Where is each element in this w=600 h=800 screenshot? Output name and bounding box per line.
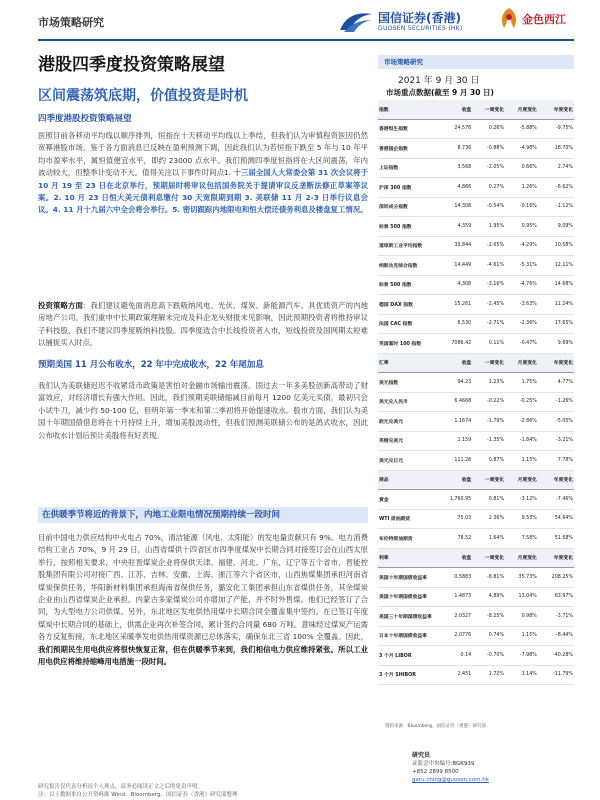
- row-value: 3.14%: [505, 665, 538, 685]
- row-value: 7.78%: [538, 451, 574, 471]
- row-value: -4.29%: [505, 236, 538, 256]
- data-source-note: 注：以上数据来自公开资料源 Wind、Bloomberg、国信证券（香港）研究部整理: [38, 792, 238, 798]
- table-header-cell: 一周变化: [472, 100, 505, 119]
- row-value: 1.4873: [436, 587, 472, 607]
- row-label: 美元兑日元: [378, 451, 436, 471]
- row-value: 111.28: [436, 451, 472, 471]
- heading-fed: 预期美国 11 月公布收水，22 年中完成收水，22 年尾加息: [38, 360, 264, 370]
- row-value: 6,530: [436, 314, 472, 334]
- table-source: 资料来源：Bloomberg，国信证券（香港）研究部: [385, 724, 486, 729]
- row-value: -4.61%: [472, 256, 505, 276]
- row-value: 1,760.95: [436, 490, 472, 510]
- row-value: 1.75%: [505, 373, 538, 393]
- row-value: 10.58%: [538, 236, 574, 256]
- row-label: 道琼斯工业平均指数: [378, 236, 436, 256]
- report-subtitle: 区间震荡筑底期，价值投资是时机: [38, 88, 248, 104]
- row-value: -3.63%: [505, 295, 538, 315]
- row-value: -7.46%: [538, 490, 574, 510]
- section-heading: 四季度港股投资策略展望: [38, 114, 132, 124]
- table-header-cell: 汇率: [378, 353, 436, 373]
- row-value: 7.58%: [505, 529, 538, 549]
- table-row: [378, 334, 574, 354]
- paragraph-outlook: [38, 130, 368, 217]
- header-divider: [38, 39, 574, 41]
- table-header-cell: 一周变化: [472, 353, 505, 373]
- table-header-cell: 商品: [378, 470, 436, 490]
- paragraph-power-text: 目前中国电力供应结构中火电占 70%，清洁能源（风电、太阳能）的发电量贡献只有 9%。电力消费结构工业占 70%，9 月 29 日，山西省煤供十四省区市四季度煤炭中长期合同对接签订会在山西太原举行，按照相关要求，中央驻晋煤炭企业将保供天津、福建、河北、广东、辽宁等五个省市，晋能控股集团有限公司对接广西、江苏、吉林、安徽、上海、浙江等六个省区市，山西焦煤集团承担河南省煤炭保供任务，华阳新材料集团承担海南省保供任务，潞安化工集团承担山东省煤供任务，其余煤炭企业由山西省煤炭企业承担。内蒙古多家煤炭公司亦增加了产能，并不时外售煤。他们已经签订了合同，为大型电力公司供煤。另外，东北地区发电供热用煤中长期合同全覆盖集中签约。在已签订年度煤炭中长期合同的基础上，供需企业再次补签合同，累计签约合同量 680 万吨。意味经过煤炭产运需各方反复衔接，东北地区采暖季发电供热用煤资源已总体落实，确保东北三省 100% 全覆盖。因此，: [38, 533, 368, 642]
- analyst-id: 证监会中央编号:BGK939: [412, 761, 475, 767]
- row-value: 63.97%: [538, 587, 574, 607]
- table-header-cell: 收盘: [436, 548, 472, 568]
- page-header: [0, 0, 600, 40]
- row-value: 14.68%: [538, 275, 574, 295]
- row-value: 1.1674: [436, 412, 472, 432]
- broker-logo: [338, 8, 463, 34]
- row-value: -0.22%: [472, 392, 505, 412]
- analyst-email[interactable]: garu.ching@guosen.com.hk: [412, 777, 489, 783]
- row-value: 75.03: [436, 509, 472, 529]
- row-value: -1.26%: [538, 392, 574, 412]
- table-header-cell: 年度变化: [538, 100, 574, 119]
- table-header-cell: 年度变化: [538, 353, 574, 373]
- table-row: [378, 158, 574, 178]
- section-label: 市场策略研究: [38, 16, 104, 29]
- row-value: -5.88%: [505, 119, 538, 139]
- row-value: -3.71%: [538, 607, 574, 627]
- table-row: [378, 392, 574, 412]
- row-label: 香港国企指数: [378, 139, 436, 159]
- table-header-cell: 月度变化: [505, 548, 538, 568]
- row-value: 0.95%: [505, 217, 538, 237]
- table-row: [378, 178, 574, 198]
- table-header-cell: 利率: [378, 548, 436, 568]
- row-value: 4,866: [436, 178, 472, 198]
- market-data-sidebar: [378, 55, 574, 685]
- row-value: 0.5883: [436, 568, 472, 588]
- row-value: -0.70%: [472, 646, 505, 666]
- row-value: 1.23%: [472, 373, 505, 393]
- brand-name: 金色西江: [522, 13, 566, 26]
- row-value: -1.12%: [538, 197, 574, 217]
- row-value: 1.64%: [472, 529, 505, 549]
- table-row: [378, 119, 574, 139]
- disclaimer: 研究报告仅代表分析员个人观点，请务必阅读正文之后的免责声明。: [38, 784, 204, 790]
- table-header-cell: 指数: [378, 100, 436, 119]
- row-label: 3 个月 SHIBOR: [378, 665, 436, 685]
- row-value: 13.04%: [505, 587, 538, 607]
- row-value: -1.84%: [505, 431, 538, 451]
- row-value: 4,308: [436, 275, 472, 295]
- paragraph-power-conclusion: 我们预期民生用电供应将很快恢复正常，但在供暖季节来到，我们相信电力供应维持紧张。所以工业用电供应将维持缩峰用电措施一段时间。: [38, 644, 368, 667]
- row-value: 0.11%: [472, 334, 505, 354]
- table-header-cell: 月度变化: [505, 100, 538, 119]
- table-group-header: [378, 100, 574, 119]
- row-value: -3.21%: [538, 431, 574, 451]
- broker-name-en: GUOSEN SECURITIES (HK): [378, 24, 463, 32]
- table-header-cell: 年度变化: [538, 470, 574, 490]
- analyst-phone: +852 2899 8500: [412, 769, 459, 775]
- row-label: 美国十年期国债收益率: [378, 568, 436, 588]
- row-value: 3,568: [436, 158, 472, 178]
- table-header-cell: 收盘: [436, 100, 472, 119]
- row-value: 0.66%: [505, 158, 538, 178]
- row-value: -8.81%: [472, 568, 505, 588]
- row-label: 欧元兑美元: [378, 412, 436, 432]
- paragraph-strategy: [38, 300, 368, 350]
- row-value: -9.75%: [538, 119, 574, 139]
- row-value: 0.98%: [505, 607, 538, 627]
- row-value: 2.0776: [436, 626, 472, 646]
- row-label: 美国三十年期国债收益率: [378, 607, 436, 627]
- row-value: 7086.42: [436, 334, 472, 354]
- bull-icon: [498, 6, 520, 32]
- heading-power: 在供暖季节将近的背景下，内地工业限电情况预期持续一段时间: [38, 507, 368, 523]
- row-value: -5.05%: [538, 412, 574, 432]
- table-row: [378, 256, 574, 276]
- row-value: -3.16%: [472, 275, 505, 295]
- row-value: 4.77%: [538, 373, 574, 393]
- row-value: 54.64%: [538, 509, 574, 529]
- row-value: -4.76%: [505, 275, 538, 295]
- market-data-table: [378, 100, 574, 685]
- row-value: -5.31%: [505, 256, 538, 276]
- row-value: 94.23: [436, 373, 472, 393]
- row-value: 2.451: [436, 665, 472, 685]
- row-value: -0.54%: [472, 197, 505, 217]
- row-value: 4,359: [436, 217, 472, 237]
- row-value: 51.58%: [538, 529, 574, 549]
- row-value: 12.11%: [538, 256, 574, 276]
- table-row: [378, 275, 574, 295]
- table-header-cell: 收盘: [436, 470, 472, 490]
- row-label: 上证指数: [378, 158, 436, 178]
- row-value: -2.65%: [472, 236, 505, 256]
- analyst-label: 研究员: [412, 752, 431, 759]
- row-value: 2.0327: [436, 607, 472, 627]
- row-label: 标普 500 指数: [378, 217, 436, 237]
- table-header-cell: 一周变化: [472, 548, 505, 568]
- broker-name-cn: 国信证券(香港): [378, 10, 461, 25]
- report-date: 2021 年 9 月 30 日: [398, 76, 480, 86]
- row-value: -1.35%: [472, 431, 505, 451]
- row-value: 0.81%: [472, 490, 505, 510]
- row-value: -8.44%: [538, 626, 574, 646]
- strategy-label: 投资策略方面: [38, 301, 84, 310]
- row-label: WTI 原油期货: [378, 509, 436, 529]
- row-value: 0.87%: [472, 451, 505, 471]
- row-value: 0.74%: [472, 626, 505, 646]
- row-value: 15,261: [436, 295, 472, 315]
- table-header-cell: 月度变化: [505, 470, 538, 490]
- row-value: 0.14: [436, 646, 472, 666]
- row-value: -2.71%: [472, 314, 505, 334]
- table-row: [378, 295, 574, 315]
- row-label: 美国十年期国债收益率: [378, 587, 436, 607]
- table-row: [378, 626, 574, 646]
- row-value: 1.95%: [472, 217, 505, 237]
- table-group-header: [378, 353, 574, 373]
- row-value: 24,576: [436, 119, 472, 139]
- row-label: 香港恒生指数: [378, 119, 436, 139]
- row-value: 208.25%: [538, 568, 574, 588]
- guosen-logo-icon: [338, 8, 374, 34]
- row-value: 9.09%: [538, 217, 574, 237]
- table-row: [378, 373, 574, 393]
- table-row: [378, 665, 574, 685]
- row-label: 标普 500 指数: [378, 275, 436, 295]
- row-value: -18.70%: [538, 139, 574, 159]
- paragraph-power: [38, 532, 368, 668]
- analyst-contact: [412, 752, 489, 784]
- table-row: [378, 139, 574, 159]
- table-row: [378, 607, 574, 627]
- page-footer: [38, 783, 238, 799]
- row-label: 法国 CAC 指数: [378, 314, 436, 334]
- row-label: 英镑兑美元: [378, 431, 436, 451]
- row-value: 2.36%: [472, 509, 505, 529]
- paragraph-outlook-events: 十三届全国人大常委会第 31 次会议将于 10 月 19 至 23 日在北京举行，预期届时将审议包括国务院关于提请审议反垄断法修正草案等议案。2. 10 月 23 日恒大美元债利息缴付 30 天宽限期到期 3. 美联储 11 月 2-3 日举行议息会议。4. 11 月十九届六中全会将会举行。5. 密切跟踪内地限电和恒大偿还债务利息及楼盘复工情况。: [38, 168, 368, 215]
- row-value: -0.88%: [472, 139, 505, 159]
- row-value: -4.98%: [505, 139, 538, 159]
- row-label: 黄金: [378, 490, 436, 510]
- row-value: 78.52: [436, 529, 472, 549]
- row-value: 1.15%: [505, 451, 538, 471]
- paragraph-outlook-text: 医照目前各移动平均线以顺序排列，恒指在十天移动平均线以上季结，但我们认为审慎程资医因仍然宽幂港股市场。鉴于各方面消息已反映在盈利预测下调，因此我们认为若恒指下跌至 5 年与 10 年平均市盈率水平，属恒值便宜水平，即约 23000 点水平。我们预测四季度恒指将在大区间震荡，年内波动较大，但整季计变动不大。值得关注以下事件时间点1.: [38, 131, 368, 178]
- row-label: 布伦特原油期货: [378, 529, 436, 549]
- row-value: 1.72%: [472, 665, 505, 685]
- table-row: [378, 587, 574, 607]
- row-value: 14,449: [436, 256, 472, 276]
- row-value: 9.53%: [505, 509, 538, 529]
- row-value: -0.47%: [505, 334, 538, 354]
- table-row: [378, 412, 574, 432]
- row-label: 沪深 300 指数: [378, 178, 436, 198]
- report-title: 港股四季度投资策略展望: [38, 55, 225, 75]
- row-value: 14,308: [436, 197, 472, 217]
- row-label: 英国富时 100 指数: [378, 334, 436, 354]
- row-value: -2.05%: [472, 158, 505, 178]
- row-value: 6.4668: [436, 392, 472, 412]
- row-value: -3.12%: [505, 490, 538, 510]
- row-value: -0.25%: [505, 392, 538, 412]
- table-header-cell: 月度变化: [505, 353, 538, 373]
- table-row: [378, 568, 574, 588]
- row-value: 8,736: [436, 139, 472, 159]
- row-value: 33,844: [436, 236, 472, 256]
- row-value: 9.69%: [538, 334, 574, 354]
- row-label: 德国 DAX 指数: [378, 295, 436, 315]
- row-value: 17.65%: [538, 314, 574, 334]
- row-value: 0.26%: [472, 119, 505, 139]
- strategy-text: ：我们建议避免面消息高下跌吸纳风电、光伏、煤炭、新能源汽车、具优质资产的内地房地产公司。我们重申中长期政策理解未完成及科企龙头财报未见影响，因此预期投资者将维持审议子科技股，我们不建议四季度吸纳科技股。四季度选合中长线投资者入市，短线投资及国网期太短难以捕捉买入时点。: [38, 301, 368, 348]
- row-label: 纳斯达克综合指数: [378, 256, 436, 276]
- row-label: 深圳成分指数: [378, 197, 436, 217]
- row-value: 1.26%: [505, 178, 538, 198]
- row-value: 1.159: [436, 431, 472, 451]
- table-row: [378, 529, 574, 549]
- row-value: 35.73%: [505, 568, 538, 588]
- row-label: 日本十年期国债收益率: [378, 626, 436, 646]
- row-value: -2.45%: [472, 295, 505, 315]
- table-row: [378, 431, 574, 451]
- row-value: 2.74%: [538, 158, 574, 178]
- row-value: -11.79%: [538, 665, 574, 685]
- table-header-cell: 收盘: [436, 353, 472, 373]
- table-row: [378, 646, 574, 666]
- row-label: 3 个月 LIBOR: [378, 646, 436, 666]
- row-value: -7.98%: [505, 646, 538, 666]
- market-table-title: 市场重点数据(截至 9 月 30 日): [386, 88, 494, 97]
- row-value: 0.27%: [472, 178, 505, 198]
- paragraph-fed: 我们认为美联储迟迟不收紧货币政策是害怕对金融市场输出震荡。固过去一年多美股创新高带动了财富效应，对经济增长有强大作用。因此，我们预期美联储缩减目前每月 1200 亿美元买债，最初只会小试牛刀，减少约 50-100 亿，但明年第一季末和第二季初将开始提速收水。股市方面，我们认为美国十年期国债借息将在十月持续上升，增加美股波动性，但我们预测美联储公布的是鸽式收水，因此公布收水计划后预计美股将有好表现。: [38, 381, 368, 440]
- row-value: -2.86%: [505, 412, 538, 432]
- row-value: 4.89%: [472, 587, 505, 607]
- table-row: [378, 509, 574, 529]
- row-value: -2.36%: [505, 314, 538, 334]
- row-label: 美元指数: [378, 373, 436, 393]
- table-header-cell: 年度变化: [538, 548, 574, 568]
- table-group-header: [378, 470, 574, 490]
- row-value: 1.15%: [505, 626, 538, 646]
- row-value: -0.16%: [505, 197, 538, 217]
- table-row: [378, 451, 574, 471]
- table-row: [378, 490, 574, 510]
- sidebar-header: 市场策略研究: [378, 55, 574, 69]
- table-row: [378, 217, 574, 237]
- row-value: 11.24%: [538, 295, 574, 315]
- table-row: [378, 314, 574, 334]
- row-label: 美元兑人民币: [378, 392, 436, 412]
- table-row: [378, 197, 574, 217]
- row-value: -6.62%: [538, 178, 574, 198]
- row-value: -1.79%: [472, 412, 505, 432]
- table-header-cell: 一周变化: [472, 470, 505, 490]
- row-value: -8.25%: [472, 607, 505, 627]
- table-row: [378, 236, 574, 256]
- table-group-header: [378, 548, 574, 568]
- row-value: -40.28%: [538, 646, 574, 666]
- brand-logo: [498, 6, 566, 32]
